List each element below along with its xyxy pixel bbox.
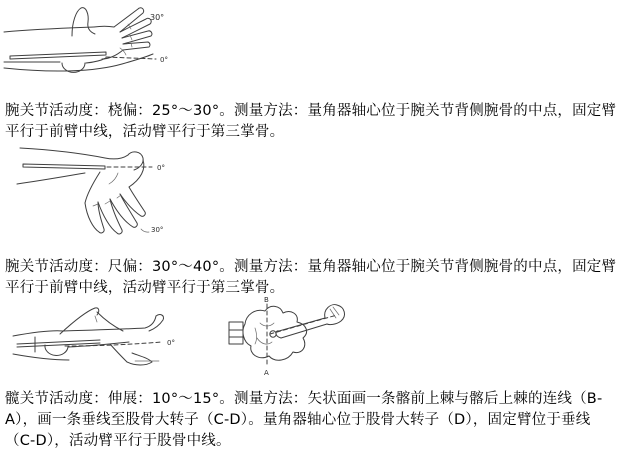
hip-zero-label: 0° xyxy=(167,339,175,347)
wrist-ulnar-deviation-text: 腕关节活动度：尺偏：30°～40°。测量方法：量角器轴心位于腕关节背侧腕骨的中点，固定臂平行于前臂中线，活动臂平行于第三掌骨。 xyxy=(5,258,617,296)
hip-extension-text: 髋关节活动度：伸展：10°～15°。测量方法：矢状面画一条髂前上棘与髂后上棘的连线（B-A），画一条垂线至股骨大转子（C-D）。量角器轴心位于股骨大转子（D），固定臂位于垂线（C-D），活动臂平行于股骨中线。 xyxy=(5,390,603,449)
wrist-ulnar-deviation-drawing xyxy=(5,142,225,242)
radial-zero-label: 0° xyxy=(160,56,168,64)
ulnar-zero-label: 0° xyxy=(157,164,165,172)
pelvis-diagram-drawing xyxy=(217,294,347,378)
pelvis-top-label: B xyxy=(264,296,269,304)
hip-extension-drawing xyxy=(5,294,205,378)
pelvis-bottom-label: A xyxy=(264,369,269,377)
wrist-radial-deviation-drawing xyxy=(2,2,202,86)
radial-angle-label: 30° xyxy=(150,13,165,22)
ulnar-angle-label: 30° xyxy=(151,226,164,234)
wrist-ulnar-deviation-figure xyxy=(5,142,225,246)
wrist-radial-deviation-figure xyxy=(2,2,202,90)
wrist-radial-deviation-text: 腕关节活动度：桡偏：25°～30°。测量方法：量角器轴心位于腕关节背侧腕骨的中点，固定臂平行于前臂中线，活动臂平行于第三掌骨。 xyxy=(5,102,617,140)
hip-extension-figures xyxy=(5,294,347,378)
